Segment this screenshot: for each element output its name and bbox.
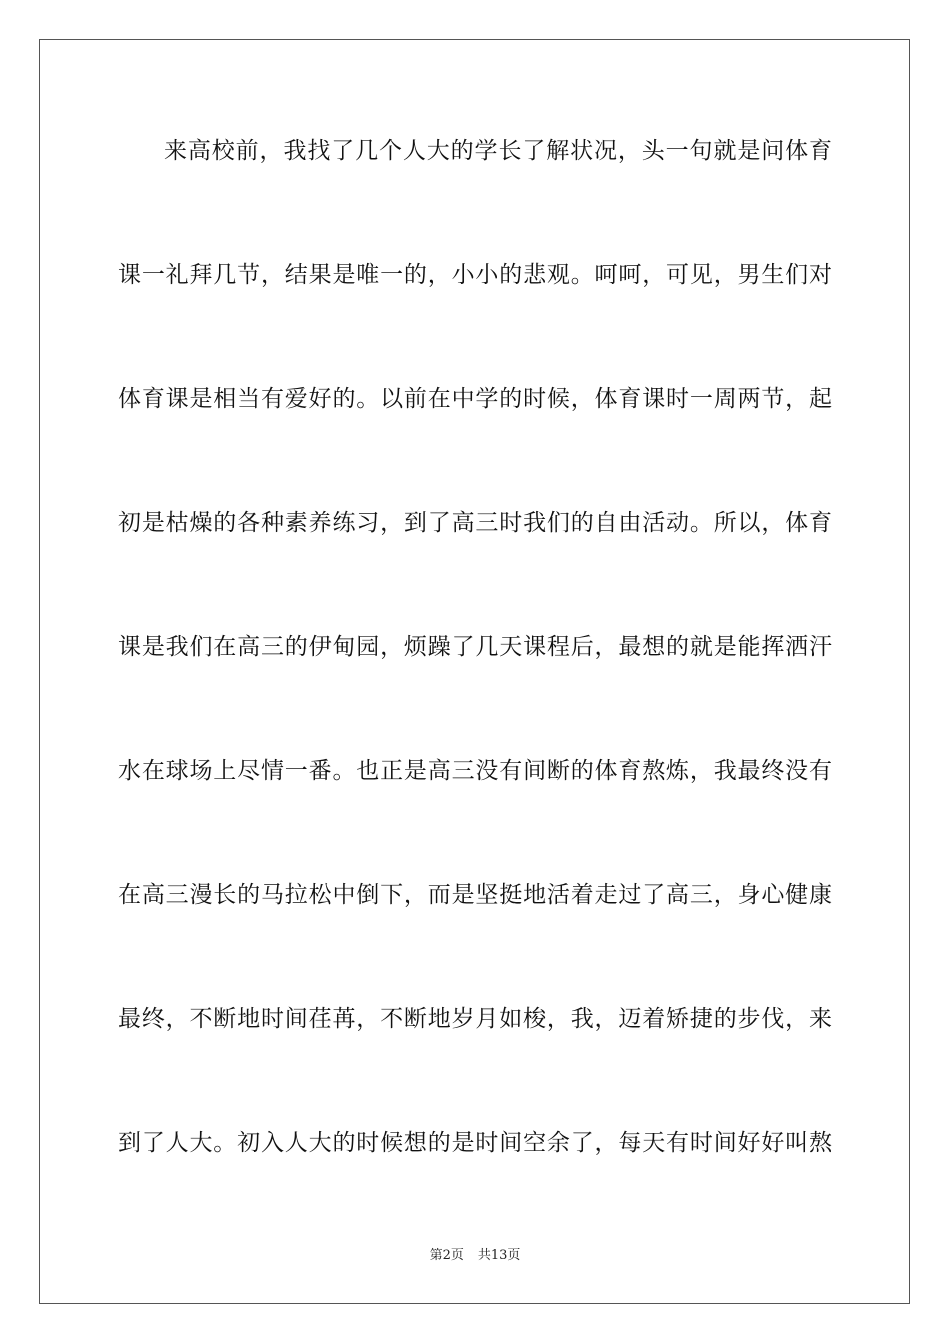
text-line-2: 课一礼拜几节，结果是唯一的，小小的悲观。呵呵，可见，男生们对: [118, 262, 832, 288]
text-line-8: 最终，不断地时间荏苒，不断地岁月如梭，我，迈着矫捷的步伐，来: [118, 1006, 832, 1032]
text-line-5: 课是我们在高三的伊甸园，烦躁了几天课程后，最想的就是能挥洒汗: [118, 634, 832, 660]
text-line-7: 在高三漫长的马拉松中倒下，而是坚挺地活着走过了高三，身心健康: [118, 882, 832, 908]
text-line-3: 体育课是相当有爱好的。以前在中学的时候，体育课时一周两节，起: [118, 386, 832, 412]
text-line-6: 水在球场上尽情一番。也正是高三没有间断的体育熬炼，我最终没有: [118, 758, 832, 784]
text-line-1: 来高校前，我找了几个人大的学长了解状况，头一句就是问体育: [164, 138, 832, 164]
page-number: 第2页: [429, 1248, 464, 1263]
text-line-4: 初是枯燥的各种素养练习，到了高三时我们的自由活动。所以，体育: [118, 510, 832, 536]
text-line-9: 到了人大。初入人大的时候想的是时间空余了，每天有时间好好叫熬: [118, 1130, 832, 1156]
page-total: 共13页: [477, 1248, 521, 1263]
page-footer: [0, 1247, 950, 1265]
page-border: [39, 39, 910, 1304]
